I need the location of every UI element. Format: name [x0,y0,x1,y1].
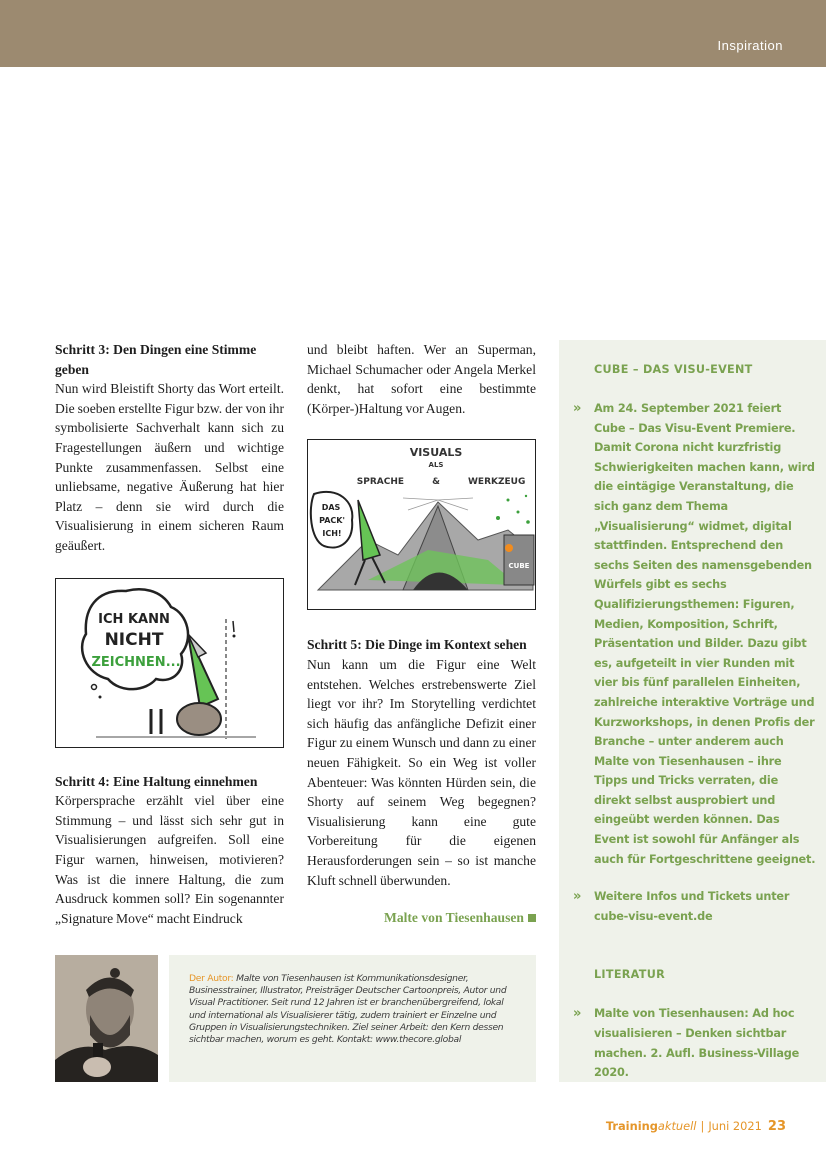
step5-heading: Schritt 5: Die Dinge im Kontext sehen [307,637,527,653]
column-2 [307,340,536,928]
literature-item-1 [573,1004,816,1082]
title-mid: ALS [428,461,444,470]
speech-line-2: NICHT [104,629,164,650]
speech-line-3: ZEICHNEN... [91,654,181,670]
step3-heading: Schritt 3: Den Dingen eine Stimme geben [55,342,257,377]
brand-training: Training [605,1119,658,1133]
author-info-box [169,955,536,1082]
double-chevron-icon: » [573,401,582,416]
column-1 [55,340,284,928]
step5-body: Nun kann um die Figur eine Welt entstehen. Welches erstrebenswerte Ziel liegt vor ihr? Im Storytelling verdichtet sich häufig das anfängliche Defizit einer Figur zu einem Wunsch und dann zu einer neuen Fähigkeit. So ein Weg ist voller Abenteuer: Was könnten Hürden sein, die Shorty auf seinem Weg begegnen? Visualisierung kann eine gute Vorbereitung für die eigenen Herausforderungen sein – so ist manche Kluft schnell überwunden. [307,656,536,888]
step3-body: Nun wird Bleistift Shorty das Wort erteilt. Die soeben erstellte Figur bzw. der von ihr symbolisierte Sachverhalt kann sich zu Fragestellungen äußern und wichtige Punkte zusammenfassen. Selbst eine unliebsame, negative Äußerung hat hier Platz – denn sie wird durch die Visualisierung in einem sicheren Raum geäußert. [55,381,284,553]
step4-continuation: und bleibt haften. Wer an Superman, Michael Schumacher oder Angela Merkel denkt, hat sofort eine bestimmte (Körper-)Haltung vor Augen. [307,342,536,416]
author-photo [55,955,158,1082]
pencil-cartoon-figure [55,578,284,748]
author-portrait [55,955,158,1082]
speech2-line-3: ICH! [322,529,342,539]
double-chevron-icon: » [573,1006,582,1022]
event-item-2[interactable] [573,887,816,926]
title-left: SPRACHE [356,477,404,488]
title-amp: & [432,477,440,488]
double-chevron-icon: » [573,889,582,905]
literature-item-text: Malte von Tiesenhausen: Ad hoc visualisieren – Denken sichtbar machen. 2. Aufl. Business-Village 2020. [594,1007,800,1080]
page-footer [606,1119,786,1134]
header-band [0,0,826,67]
title-top: VISUALS [409,446,463,460]
author-bio: Malte von Tiesenhausen ist Kommunikationsdesigner, Businesstrainer, Illustrator, Preisträger Deutscher Cartoonpreis, Autor und Visual Practitioner. Seit rund 12 Jahren ist er branchenübergreifend, lokal und international als Visualisierer tätig, zudem trainiert er Einzelne und Gruppen in Visualisierungstechniken. Ziel seiner Arbeit: den Kern dessen sichtbar machen, worum es geht. Kontakt: www.thecore.global [189,973,507,1046]
page-number: 23 [767,1119,786,1134]
pencil-sad-illustration [56,579,284,748]
footer-separator: | [700,1119,705,1133]
brand-aktuell: aktuell [657,1119,697,1133]
author-label: Der Autor: [189,973,234,984]
event-link-text[interactable]: Weitere Infos und Tickets unter cube-visu-event.de [594,890,790,923]
event-heading: CUBE – DAS VISU-EVENT [594,363,753,376]
event-item-text: Am 24. September 2021 feiert Cube – Das Visu-Event Premiere. Damit Corona nicht kurzfristig Schwierigkeiten machen kann, wird die eintägige Veranstaltung, die sich ganz dem Thema „Visualisierung“ widmet, digital stattfinden. Entsprechend den sechs Seiten des namensgebenden Würfels gibt es sechs Qualifizierungsthemen: Figuren, Medien, Komposition, Schrift, Präsentation und Bilder. Dazu gibt es, aufgeteilt in vier Runden mit vier bis fünf parallelen Einheiten, zahlreiche interaktive Vorträge und Kurzworkshops, in denen Profis der Branche – unter anderem auch Malte von Tiesenhausen – ihre Tipps und Tricks verraten, die direkt selbst ausprobiert und eingeübt werden können. Das Event ist sowohl für Anfänger als auch für Fortgeschrittene geeignet. [594,402,816,866]
title-right: WERKZEUG [468,477,526,488]
cube-sign: CUBE [508,562,530,571]
section-label: Inspiration [717,38,783,53]
literature-heading: LITERATUR [594,968,665,982]
step4-heading: Schritt 4: Eine Haltung einnehmen [55,773,258,789]
byline-name: Malte von Tiesenhausen [384,910,524,926]
visuals-mountain-illustration [308,440,536,610]
mountain-cartoon-figure [307,439,536,610]
author-byline [307,908,536,928]
end-square-icon [528,914,536,922]
step4-body: Körpersprache erzählt viel über eine Stimmung – und lässt sich sehr gut in Visualisierungen aufgreifen. Soll eine Figur warnen, hinweisen, motivieren? Was ist die innere Haltung, die zum Ausdruck kommen soll? Ein sogenannter „Signature Move“ macht Eindruck [55,793,284,926]
event-item-1 [573,399,816,869]
speech-line-1: ICH KANN [98,611,170,627]
speech2-line-1: DAS [321,503,341,513]
speech2-line-2: PACK' [319,516,345,526]
issue-date: Juni 2021 [708,1119,762,1133]
info-sidebar [559,340,826,1082]
